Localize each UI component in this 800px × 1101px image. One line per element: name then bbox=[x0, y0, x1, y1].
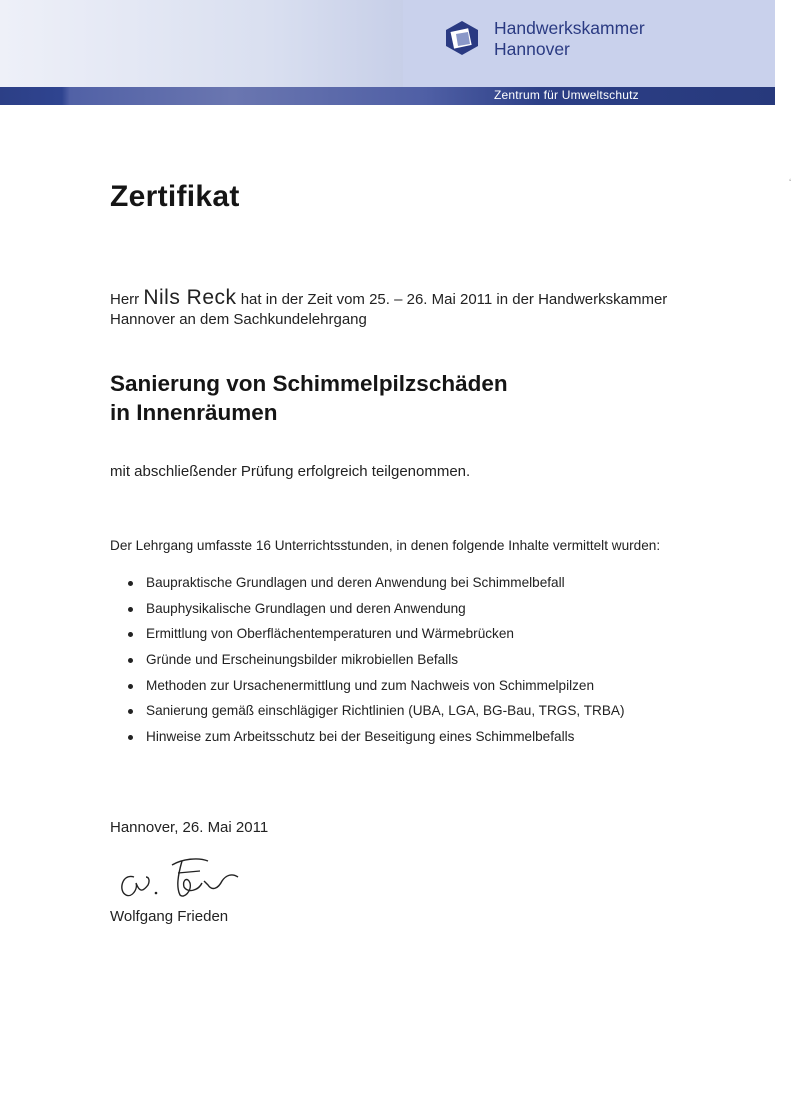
chamber-logo-icon bbox=[444, 20, 480, 56]
scan-mark: ʻ bbox=[789, 178, 792, 189]
contents-intro: Der Lehrgang umfasste 16 Unterrichtsstunden, in denen folgende Inhalte vermittelt wurden: bbox=[110, 538, 661, 553]
result-text: mit abschließender Prüfung erfolgreich teilgenommen. bbox=[110, 463, 471, 480]
letterhead-background bbox=[0, 0, 775, 87]
organization-name bbox=[494, 18, 645, 60]
list-item: Gründe und Erscheinungsbilder mikrobiellen Befalls bbox=[126, 647, 625, 673]
signature bbox=[112, 851, 252, 903]
letterhead bbox=[0, 0, 775, 105]
signer-name: Wolfgang Frieden bbox=[110, 908, 229, 925]
place-date: Hannover, 26. Mai 2011 bbox=[110, 819, 269, 836]
organization-name-line1: Handwerkskammer bbox=[494, 18, 645, 38]
list-item: Ermittlung von Oberflächentemperaturen und Wärmebrücken bbox=[126, 621, 625, 647]
organization-name-line2: Hannover bbox=[494, 39, 570, 59]
list-item: Baupraktische Grundlagen und deren Anwendung bei Schimmelbefall bbox=[126, 570, 625, 596]
course-title-line1: Sanierung von Schimmelpilzschäden bbox=[110, 371, 508, 396]
salutation: Herr bbox=[110, 291, 140, 308]
course-title-line2: in Innenräumen bbox=[110, 400, 278, 425]
list-item: Methoden zur Ursachenermittlung und zum Nachweis von Schimmelpilzen bbox=[126, 673, 625, 699]
certificate-title: Zertifikat bbox=[110, 180, 240, 213]
list-item: Sanierung gemäß einschlägiger Richtlinien (UBA, LGA, BG-Bau, TRGS, TRBA) bbox=[126, 698, 625, 724]
participant-name: Nils Reck bbox=[143, 286, 237, 309]
department-label: Zentrum für Umweltschutz bbox=[494, 88, 639, 102]
course-title bbox=[110, 369, 508, 427]
certificate-intro bbox=[110, 288, 730, 330]
list-item: Hinweise zum Arbeitsschutz bei der Beseitigung eines Schimmelbefalls bbox=[126, 724, 625, 750]
intro-text: hat in der Zeit vom 25. – 26. Mai 2011 in der Handwerkskammer Hannover an dem Sachkundelehrgang bbox=[110, 291, 668, 328]
list-item: Bauphysikalische Grundlagen und deren Anwendung bbox=[126, 596, 625, 622]
contents-list bbox=[126, 570, 625, 750]
letterhead-band bbox=[0, 87, 775, 105]
